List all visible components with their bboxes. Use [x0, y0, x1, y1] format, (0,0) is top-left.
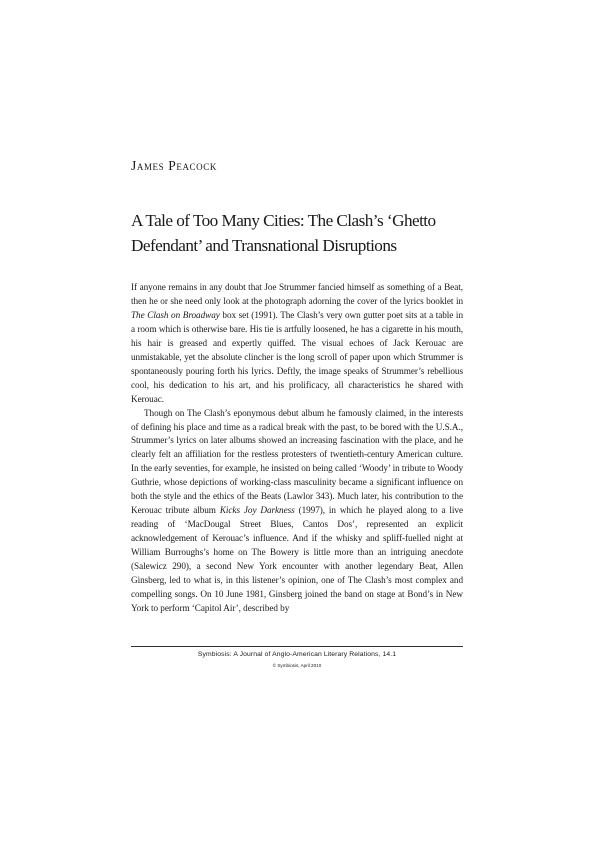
- footer-rule: [131, 646, 463, 647]
- author-name: James Peacock: [131, 158, 217, 173]
- paragraph-1: [131, 281, 463, 407]
- paragraph-2-text-a: Though on The Clash’s eponymous debut album he famously claimed, in the interests of defining his place and time as a radical break with the past, to be bored with the U.S.A., Strummer’s lyrics on later albums showed an increasing fascination with the place, and he clearly felt an affiliation for the restless protesters of twentieth-century American culture. In the early seventies, for example, he insisted on being called ‘Woody’ in tribute to Woody Guthrie, whose depictions of working-class masculinity became a significant influence on both the style and the ethics of the Beats (Lawlor 343). Much later, his contribution to the Kerouac tribute album: [131, 407, 463, 516]
- paragraph-1-text-b: box set (1991). The Clash’s very own gutter poet sits at a table in a room which is otherwise bare. His tie is artfully loosened, he has a cigarette in his mouth, his hair is greased and expertly quiffed. The visual echoes of Jack Kerouac are unmistakable, yet the absolute clincher is the long scroll of paper upon which Strummer is spontaneously pouring forth his lyrics. Deftly, the image speaks of Strummer’s rebellious cool, his dedication to his art, and his prolificacy, all characteristics he shared with Kerouac.: [131, 309, 463, 404]
- copyright-notice: © Symbiosis, April 2010: [272, 663, 322, 668]
- article-title: A Tale of Too Many Cities: The Clash’s ‘Ghetto Defendant’ and Transnational Disruptions: [131, 211, 436, 255]
- paragraph-2-text-b: (1997), in which he played along to a live reading of ‘MacDougal Street Blues, Cantos Dos’, represented an explicit acknowledgement of Kerouac’s influence. And if the whisky and spliff-fuelled night at William Burroughs’s home on The Bowery is little more than an intriguing anecdote (Salewicz 290), a second New York encounter with another legendary Beat, Allen Ginsberg, led to what is, in this listener’s opinion, one of The Clash’s most complex and compelling songs. On 10 June 1981, Ginsberg joined the band on stage at Bond’s in New York to perform ‘Capitol Air’, described by: [131, 505, 463, 613]
- paragraph-1-text-a: If anyone remains in any doubt that Joe Strummer fancied himself as something of a Beat, then he or she need only look at the photograph adorning the cover of the lyrics booklet in: [131, 282, 463, 306]
- paragraph-2: [131, 407, 463, 616]
- album-title-kicks: Kicks Joy Darkness: [219, 505, 295, 516]
- journal-citation: Symbiosis: A Journal of Anglo-American Literary Relations, 14.1: [197, 651, 397, 658]
- article-body: [131, 281, 463, 616]
- album-title-broadway: The Clash on Broadway: [131, 309, 220, 320]
